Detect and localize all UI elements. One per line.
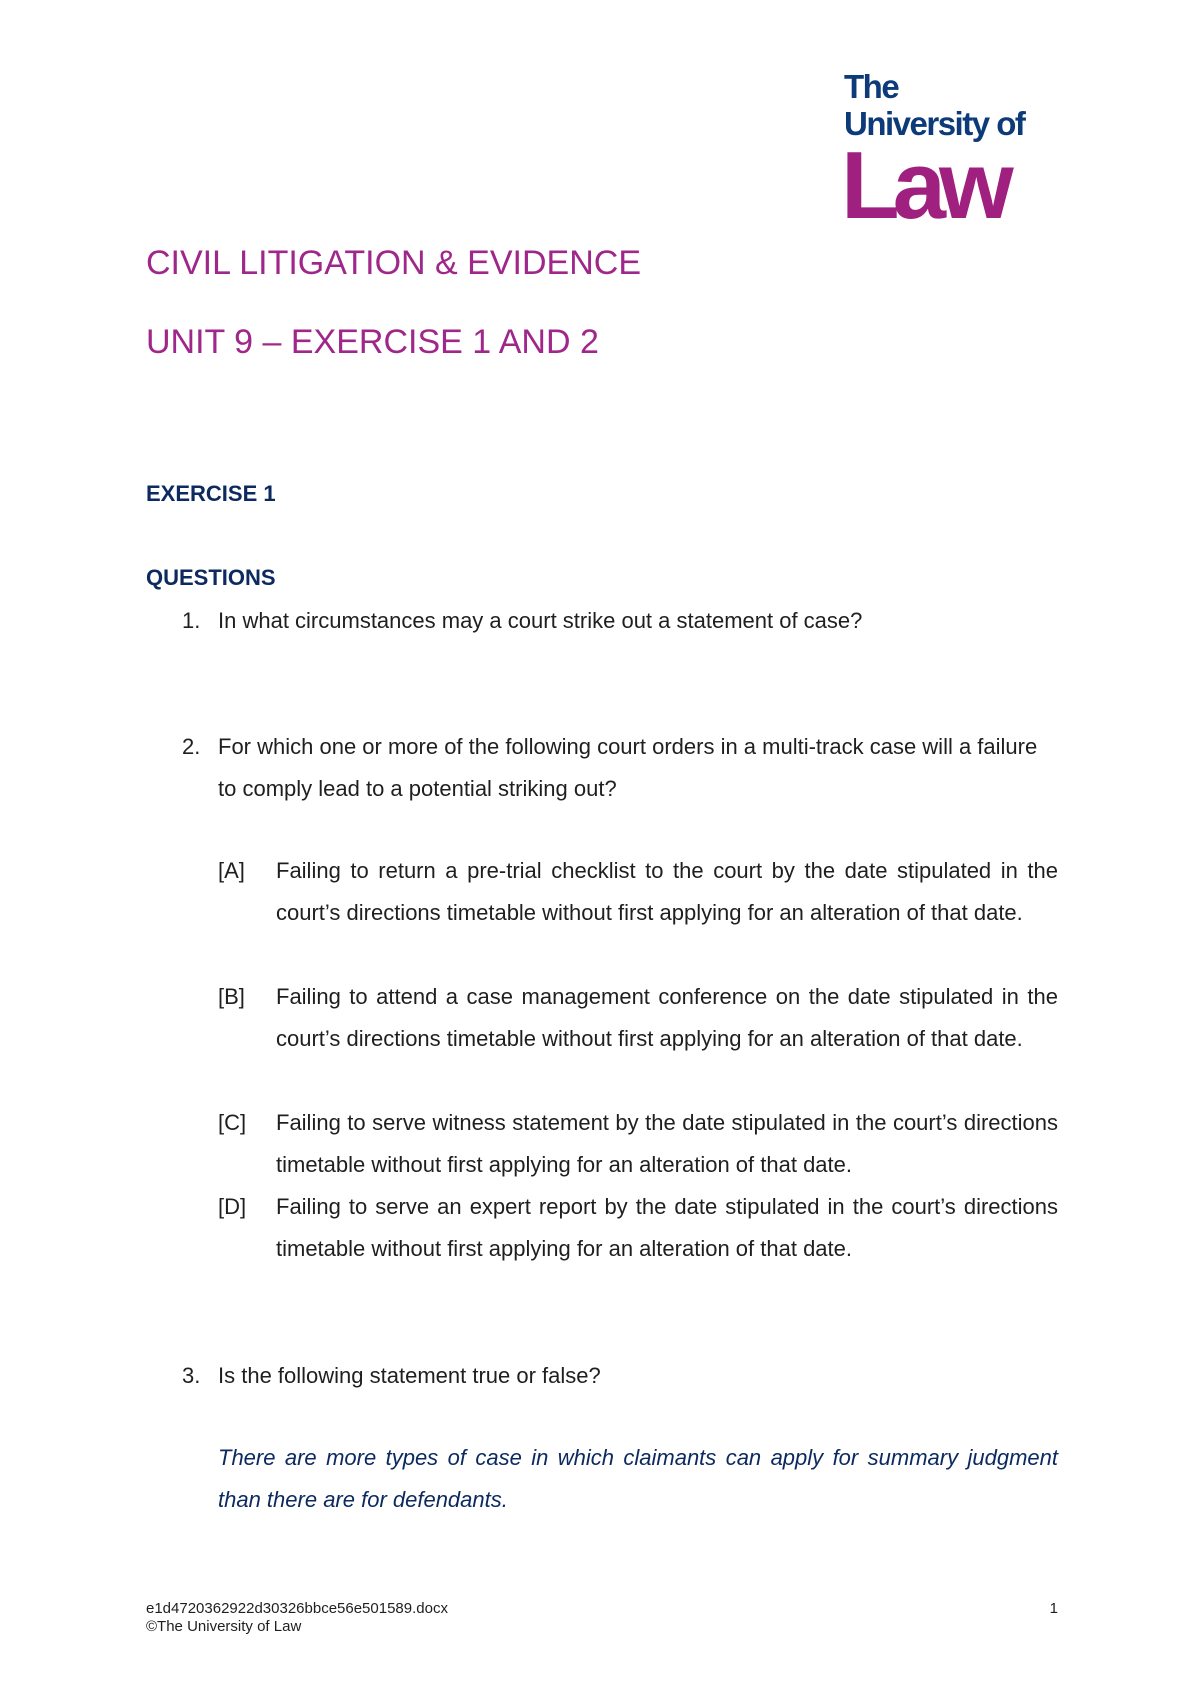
questions-heading: QUESTIONS [146, 565, 276, 590]
logo-line-1: The [844, 68, 899, 105]
question-text: For which one or more of the following court orders in a multi-track case will a failure to comply lead to a potential striking out? [218, 734, 1038, 801]
option-c [218, 1102, 1058, 1186]
exercise-heading: EXERCISE 1 [146, 481, 276, 506]
logo-line-2: University of [844, 105, 1025, 142]
option-label: [B] [218, 984, 245, 1009]
question-number: 3. [182, 1363, 201, 1388]
option-text: Failing to attend a case management conference on the date stipulated in the court’s directions timetable without first applying for an alteration of that date. [276, 984, 1058, 1051]
university-logo [841, 68, 1034, 239]
document-title: CIVIL LITIGATION & EVIDENCE [146, 244, 641, 282]
question-text: Is the following statement true or false? [218, 1363, 601, 1388]
question-number: 1. [182, 608, 201, 633]
option-text: Failing to return a pre-trial checklist to the court by the date stipulated in the court’s directions timetable without first applying for an alteration of that date. [276, 858, 1058, 925]
question-3 [182, 1355, 1058, 1397]
page-number: 1 [1049, 1600, 1058, 1617]
option-label: [D] [218, 1194, 247, 1219]
logo-line-3: Law [841, 132, 1007, 239]
question-1 [182, 600, 1058, 642]
option-label: [C] [218, 1110, 247, 1135]
footer-filename: e1d4720362922d30326bbce56e501589.docx [146, 1600, 448, 1617]
question-text: In what circumstances may a court strike out a statement of case? [218, 608, 863, 633]
question-number: 2. [182, 734, 201, 759]
option-text: Failing to serve an expert report by the date stipulated in the court’s directions timetable without first applying for an alteration of that date. [276, 1194, 1058, 1261]
document-subtitle: UNIT 9 – EXERCISE 1 AND 2 [146, 323, 599, 361]
option-d [218, 1186, 1058, 1270]
footer-copyright: ©The University of Law [146, 1618, 302, 1635]
option-b [218, 976, 1058, 1060]
question-2 [182, 726, 1058, 810]
statement-text: There are more types of case in which claimants can apply for summary judgment than there are for defendants. [218, 1445, 1058, 1512]
option-a [218, 850, 1058, 934]
option-text: Failing to serve witness statement by the date stipulated in the court’s directions timetable without first applying for an alteration of that date. [276, 1110, 1058, 1177]
option-label: [A] [218, 858, 245, 883]
page-footer [146, 1600, 1058, 1636]
